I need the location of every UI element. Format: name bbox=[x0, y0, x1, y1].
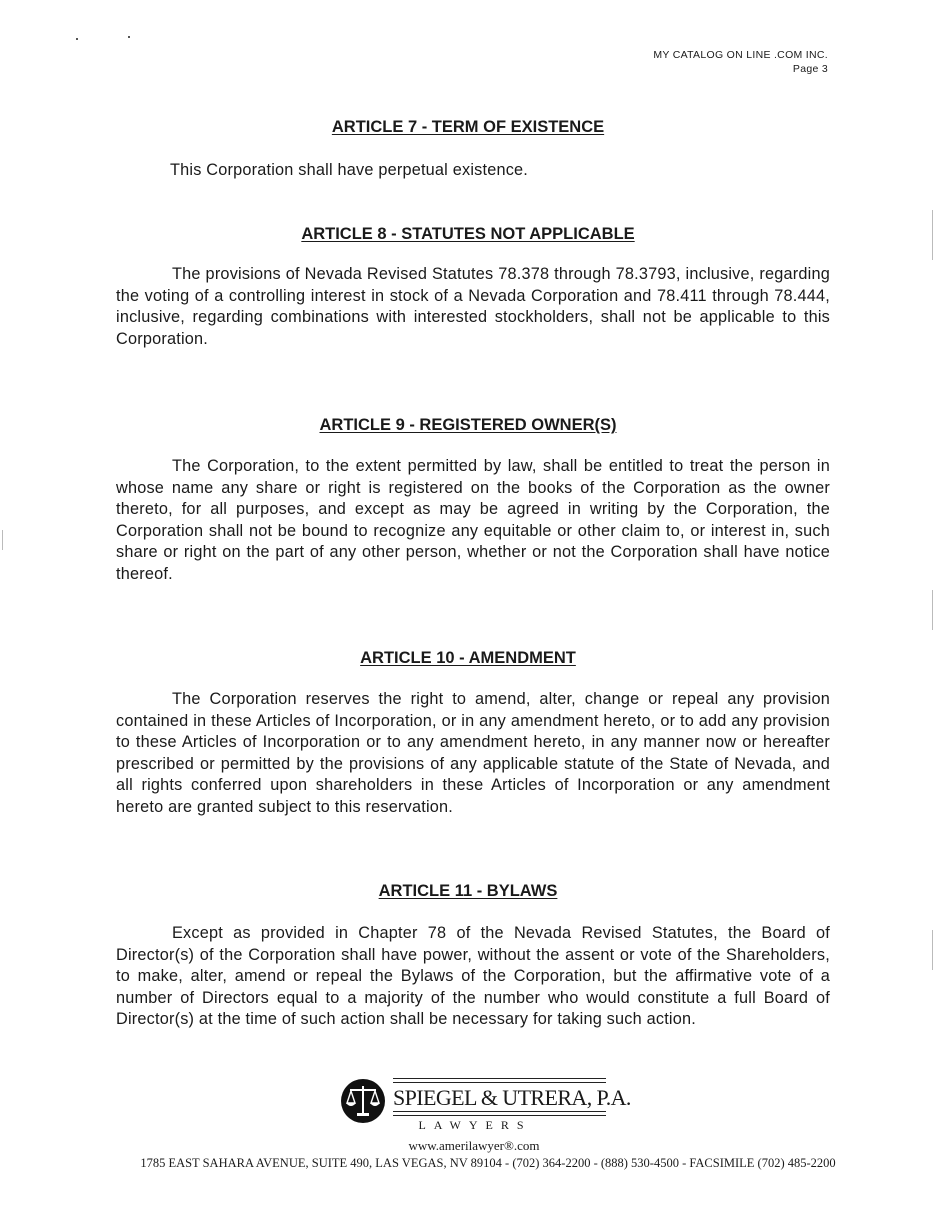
scan-edge-mark bbox=[2, 530, 3, 550]
article-10-heading: ARTICLE 10 - AMENDMENT bbox=[360, 649, 576, 667]
company-name: MY CATALOG ON LINE .COM INC. bbox=[653, 49, 828, 61]
scan-speck bbox=[76, 38, 78, 40]
article-8-heading: ARTICLE 8 - STATUTES NOT APPLICABLE bbox=[301, 225, 635, 243]
article-10-body: The Corporation reserves the right to amend, alter, change or repeal any provision contained in these Articles of Incorporation, or in any amendment hereto, or to add any provision to these Articles of Incorporation or to any amendment hereto, in any manner now or hereafter prescribed or permitted by the provisions of any applicable statute of the State of Nevada, and all rights conferred upon shareholders in these Articles of Incorporation or any amendment hereto are granted subject to this reservation. bbox=[116, 690, 830, 816]
page-header bbox=[653, 48, 828, 76]
scan-speck bbox=[128, 36, 130, 38]
article-7-body: This Corporation shall have perpetual existence. bbox=[170, 161, 529, 179]
firm-website: www.amerilawyer®.com bbox=[408, 1138, 540, 1153]
article-7-heading: ARTICLE 7 - TERM OF EXISTENCE bbox=[331, 118, 605, 136]
firm-logo bbox=[340, 1076, 631, 1124]
article-9-body: The Corporation, to the extent permitted by law, shall be entitled to treat the person in whose name any share or right is registered on the books of the Corporation as the owner thereto, for all purposes, and except as may be agreed in writing by the Corporation, the Corporation shall not be bound to recognize any equitable or other claim to, or interest in, such share or right on the part of any other person, whether or not the Corporation shall have notice thereof. bbox=[116, 457, 830, 583]
firm-type: LAWYERS bbox=[418, 1118, 532, 1132]
firm-address: 1785 EAST SAHARA AVENUE, SUITE 490, LAS VEGAS, NV 89104 - (702) 364-2200 - (888) 530-4500 - FACSIMILE (702) 485-2200 bbox=[140, 1156, 836, 1170]
article-11-body: Except as provided in Chapter 78 of the Nevada Revised Statutes, the Board of Director(s) of the Corporation shall have power, without the assent or vote of the Shareholders, to make, alter, amend or repeal the Bylaws of the Corporation, but the affirmative vote of a number of Directors equal to a majority of the number who would constitute a full Board of Director(s) at the time of such action shall be necessary for taking such action. bbox=[116, 924, 830, 1029]
article-11-heading: ARTICLE 11 - BYLAWS bbox=[378, 882, 558, 900]
letterhead-rule bbox=[393, 1111, 606, 1112]
page-number: Page 3 bbox=[792, 63, 828, 75]
scan-edge-mark bbox=[932, 930, 933, 970]
letterhead-rule bbox=[393, 1078, 606, 1079]
letterhead-rule bbox=[393, 1115, 606, 1116]
article-8-body: The provisions of Nevada Revised Statutes 78.378 through 78.3793, inclusive, regarding the voting of a controlling interest in stock of a Nevada Corporation and 78.411 through 78.444, inclusive, regarding combinations with interested stockholders, shall not be applicable to this Corporation. bbox=[116, 265, 830, 348]
letterhead-rule bbox=[393, 1082, 606, 1083]
article-9-heading: ARTICLE 9 - REGISTERED OWNER(S) bbox=[319, 416, 617, 434]
scan-edge-mark bbox=[932, 590, 933, 630]
firm-name: SPIEGEL & UTRERA, P.A. bbox=[393, 1085, 631, 1110]
